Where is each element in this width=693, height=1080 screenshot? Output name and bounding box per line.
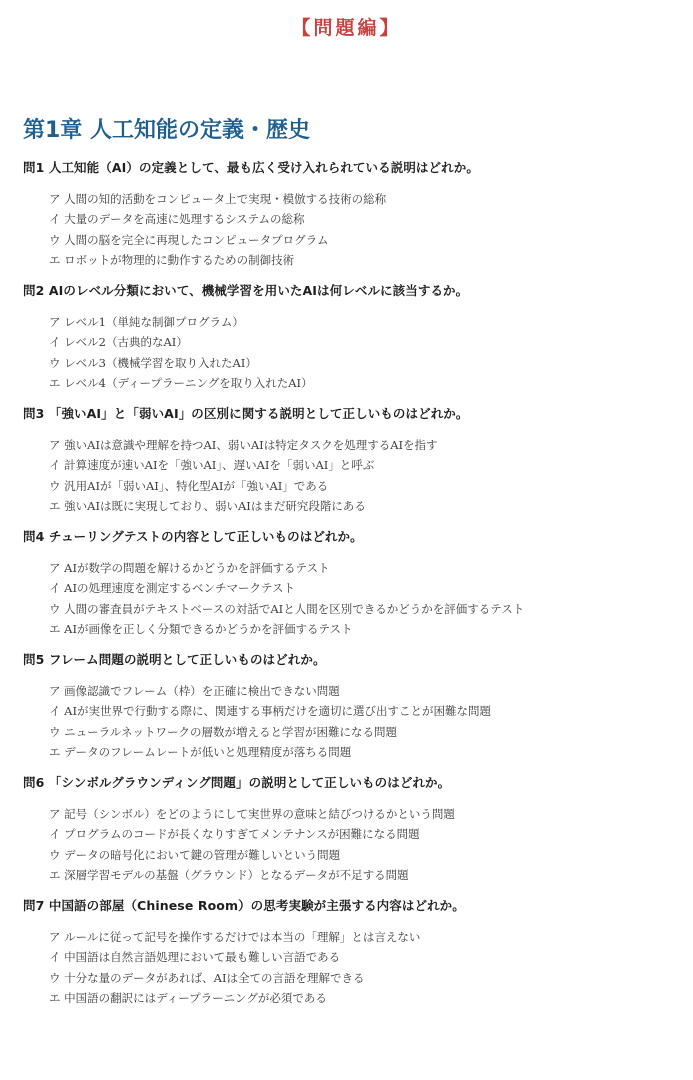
question-text: 問2 AIのレベル分類において、機械学習を用いたAIは何レベルに該当するか。 (23, 283, 469, 298)
answer-options (49, 927, 420, 1008)
answer-options (49, 189, 386, 270)
answer-option-u: ウ 十分な量のデータがあれば、AIは全ての言語を理解できる (49, 970, 365, 985)
answer-option-i: イ 大量のデータを高速に処理するシステムの総称 (49, 212, 305, 227)
answer-option-a: ア AIが数学の問題を解けるかどうかを評価するテスト (49, 561, 330, 575)
answer-options (49, 558, 524, 639)
answer-option-e: エ レベル4（ディープラーニングを取り入れたAI） (49, 375, 313, 390)
answer-option-u: ウ 汎用AIが「弱いAI」、特化型AIが「強いAI」である (49, 478, 329, 493)
answer-option-a: ア レベル1（単純な制御プログラム） (49, 315, 244, 329)
question-text: 問4 チューリングテストの内容として正しいものはどれか。 (23, 529, 363, 544)
question-text: 問5 フレーム問題の説明として正しいものはどれか。 (23, 652, 326, 667)
answer-option-i: イ 計算速度が速いAIを「強いAI」、遅いAIを「弱いAI」と呼ぶ (49, 458, 375, 473)
chapter-title: 第1章 人工知能の定義・歴史 (23, 118, 310, 143)
question-text: 問7 中国語の部屋（Chinese Room）の思考実験が主張する内容はどれか。 (23, 898, 465, 913)
answer-option-i: イ 中国語は自然言語処理において最も難しい言語である (49, 950, 341, 965)
answer-option-u: ウ レベル3（機械学習を取り入れたAI） (49, 355, 257, 370)
question-text: 問3 「強いAI」と「弱いAI」の区別に関する説明として正しいものはどれか。 (23, 406, 469, 421)
question-text: 問1 人工知能（AI）の定義として、最も広く受け入れられている説明はどれか。 (23, 160, 479, 175)
answer-option-u: ウ 人間の脳を完全に再現したコンピュータプログラム (49, 232, 329, 247)
answer-option-e: エ 強いAIは既に実現しており、弱いAIはまだ研究段階にある (49, 498, 366, 513)
answer-option-u: ウ データの暗号化において鍵の管理が難しいという問題 (49, 847, 341, 862)
answer-option-a: ア ルールに従って記号を操作するだけでは本当の「理解」とは言えない (49, 930, 421, 944)
answer-options (49, 681, 491, 762)
answer-option-e: エ 中国語の翻訳にはディープラーニングが必須である (49, 990, 327, 1005)
question-text: 問6 「シンボルグラウンディング問題」の説明として正しいものはどれか。 (23, 775, 451, 790)
answer-option-e: エ データのフレームレートが低いと処理精度が落ちる問題 (49, 744, 352, 759)
answer-option-e: エ AIが画像を正しく分類できるかどうかを評価するテスト (49, 621, 353, 636)
answer-option-i: イ レベル2（古典的なAI） (49, 335, 188, 350)
answer-option-i: イ AIが実世界で行動する際に、関連する事柄だけを適切に選び出すことが困難な問題 (49, 704, 491, 719)
answer-options (49, 804, 455, 885)
answer-options (49, 312, 313, 393)
answer-option-a: ア 人間の知的活動をコンピュータ上で実現・模倣する技術の総称 (49, 192, 387, 206)
answer-option-a: ア 画像認識でフレーム（枠）を正確に検出できない問題 (49, 684, 340, 698)
answer-option-a: ア 記号（シンボル）をどのようにして実世界の意味と結びつけるかという問題 (49, 807, 455, 821)
answer-option-u: ウ 人間の審査員がテキストベースの対話でAIと人間を区別できるかどうかを評価するテスト (49, 601, 525, 616)
answer-options (49, 435, 438, 516)
answer-option-a: ア 強いAIは意識や理解を持つAI、弱いAIは特定タスクを処理するAIを指す (49, 438, 438, 452)
answer-option-e: エ ロボットが物理的に動作するための制御技術 (49, 252, 295, 267)
answer-option-i: イ プログラムのコードが長くなりすぎてメンテナンスが困難になる問題 (49, 827, 420, 842)
answer-option-i: イ AIの処理速度を測定するベンチマークテスト (49, 581, 296, 596)
answer-option-e: エ 深層学習モデルの基盤（グラウンド）となるデータが不足する問題 (49, 867, 409, 882)
answer-option-u: ウ ニューラルネットワークの層数が増えると学習が困難になる問題 (49, 724, 397, 739)
part-header: 【問題編】 (291, 17, 402, 39)
